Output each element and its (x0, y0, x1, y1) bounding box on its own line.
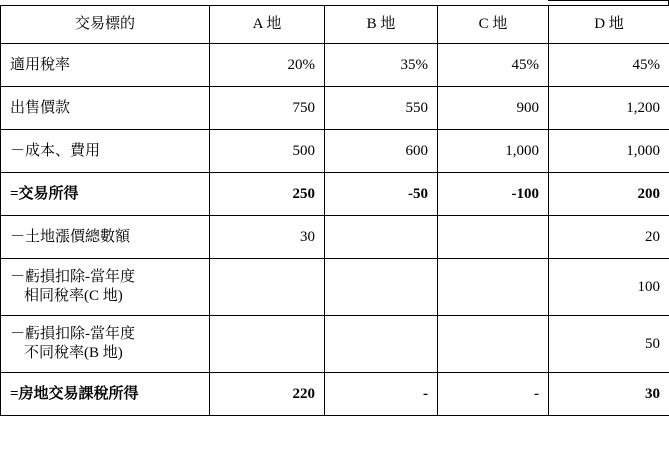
cell-land-d: 20 (549, 216, 669, 259)
table-row (1, 216, 669, 259)
cell-cost-c: 1,000 (438, 130, 549, 173)
row-label-cost-expense: －成本、費用 (1, 130, 210, 173)
cell-loss-diff-c (438, 316, 549, 373)
row-label-land-increment: －土地漲價總數額 (1, 216, 210, 259)
cell-cost-b: 600 (325, 130, 438, 173)
cell-income-d: 200 (549, 173, 669, 216)
cell-cost-a: 500 (210, 130, 325, 173)
cell-tax-rate-d: 45% (549, 44, 669, 87)
header-cell-c: C 地 (438, 6, 549, 44)
cell-land-a: 30 (210, 216, 325, 259)
row-label-sale-price: 出售價款 (1, 87, 210, 130)
cell-land-c (438, 216, 549, 259)
row-label-transaction-income: =交易所得 (1, 173, 210, 216)
header-cell-d: D 地 (549, 6, 669, 44)
cell-cost-d: 1,000 (549, 130, 669, 173)
table-row (1, 87, 669, 130)
row-label-loss-same-rate (1, 259, 210, 316)
table-row (1, 44, 669, 87)
cell-sale-price-b: 550 (325, 87, 438, 130)
table-row (1, 316, 669, 373)
header-cell-a: A 地 (210, 6, 325, 44)
tax-calculation-table (0, 5, 669, 416)
table-row (1, 173, 669, 216)
cell-income-c: -100 (438, 173, 549, 216)
cell-taxable-b: - (325, 373, 438, 416)
cell-taxable-a: 220 (210, 373, 325, 416)
row-label-loss-same-rate-line1: －虧損扣除-當年度 (10, 269, 135, 286)
cell-tax-rate-a: 20% (210, 44, 325, 87)
cell-loss-same-b (325, 259, 438, 316)
cell-sale-price-d: 1,200 (549, 87, 669, 130)
table-row (1, 259, 669, 316)
table-header-row (1, 6, 669, 44)
header-cell-b: B 地 (325, 6, 438, 44)
row-label-loss-diff-rate-line2: 不同稅率(B 地) (24, 345, 123, 361)
cell-loss-same-a (210, 259, 325, 316)
row-label-taxable-income: =房地交易課稅所得 (1, 373, 210, 416)
cell-tax-rate-c: 45% (438, 44, 549, 87)
table-row (1, 373, 669, 416)
cell-loss-diff-d: 50 (549, 316, 669, 373)
cell-loss-diff-b (325, 316, 438, 373)
cell-loss-diff-a (210, 316, 325, 373)
cell-land-b (325, 216, 438, 259)
row-label-loss-same-rate-line2: 相同稅率(C 地) (24, 288, 123, 304)
cell-sale-price-c: 900 (438, 87, 549, 130)
row-label-tax-rate: 適用稅率 (1, 44, 210, 87)
cell-sale-price-a: 750 (210, 87, 325, 130)
cell-loss-same-c (438, 259, 549, 316)
header-cell-subject: 交易標的 (1, 6, 210, 44)
cell-loss-same-d: 100 (549, 259, 669, 316)
cell-tax-rate-b: 35% (325, 44, 438, 87)
table-row (1, 130, 669, 173)
row-label-loss-diff-rate-line1: －虧損扣除-當年度 (10, 326, 135, 343)
row-label-loss-diff-rate (1, 316, 210, 373)
cell-taxable-d: 30 (549, 373, 669, 416)
cell-taxable-c: - (438, 373, 549, 416)
cell-income-a: 250 (210, 173, 325, 216)
cell-income-b: -50 (325, 173, 438, 216)
